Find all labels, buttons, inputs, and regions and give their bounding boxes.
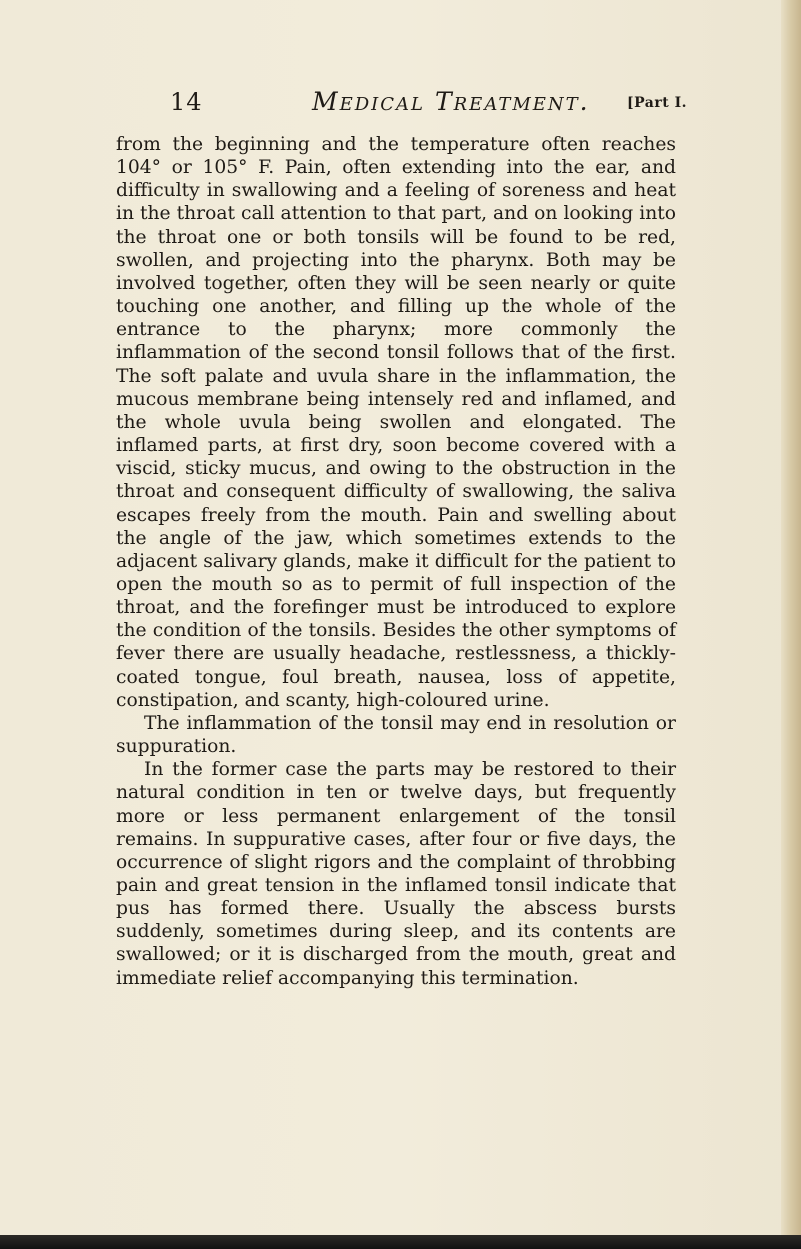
running-title: Medical Treatment. bbox=[312, 87, 590, 116]
bottom-scan-edge bbox=[0, 1235, 801, 1249]
page-edge-shadow bbox=[781, 0, 801, 1249]
paragraph-suppuration: In the former case the parts may be restored to their natural condition in ten or twelve days, but frequently more or less permanent enlargement of the tonsil remains. In suppurative cases, after four or five days, the occurrence of slight rigors and the complaint of throbbing pain and great tension in the inflamed tonsil indicate that pus has formed there. Usually the abscess bursts suddenly, sometimes during sleep, and its contents are swallowed; or it is discharged from the mouth, great and immediate relief accompanying this termination. bbox=[116, 759, 676, 989]
body-text bbox=[116, 133, 676, 990]
page-number: 14 bbox=[170, 88, 203, 116]
part-label: [Part I. bbox=[627, 95, 687, 111]
paragraph-continuation: from the beginning and the temperature often reaches 104° or 105° F. Pain, often extending into the ear, and difficulty in swallowing and a feeling of soreness and heat in the throat call attention to that part, and on looking into the throat one or both tonsils will be found to be red, swollen, and projecting into the pharynx. Both may be involved together, often they will be seen nearly or quite touching one another, and filling up the whole of the entrance to the pharynx; more commonly the inflammation of the second tonsil follows that of the first. The soft palate and uvula share in the inflammation, the mucous membrane being intensely red and inflamed, and the whole uvula being swollen and elongated. The inflamed parts, at first dry, soon become covered with a viscid, sticky mucus, and owing to the obstruction in the throat and consequent difficulty of swallowing, the saliva escapes freely from the mouth. Pain and swelling about the angle of the jaw, which sometimes extends to the adjacent salivary glands, make it difficult for the patient to open the mouth so as to permit of full inspection of the throat, and the forefinger must be introduced to explore the condition of the tonsils. Besides the other symptoms of fever there are usually headache, restlessness, a thickly-coated tongue, foul breath, nausea, loss of appetite, constipation, and scanty, high-coloured urine. bbox=[116, 134, 676, 711]
page-header bbox=[170, 87, 687, 118]
paragraph-resolution: The inflammation of the tonsil may end in resolution or suppuration. bbox=[116, 712, 676, 758]
